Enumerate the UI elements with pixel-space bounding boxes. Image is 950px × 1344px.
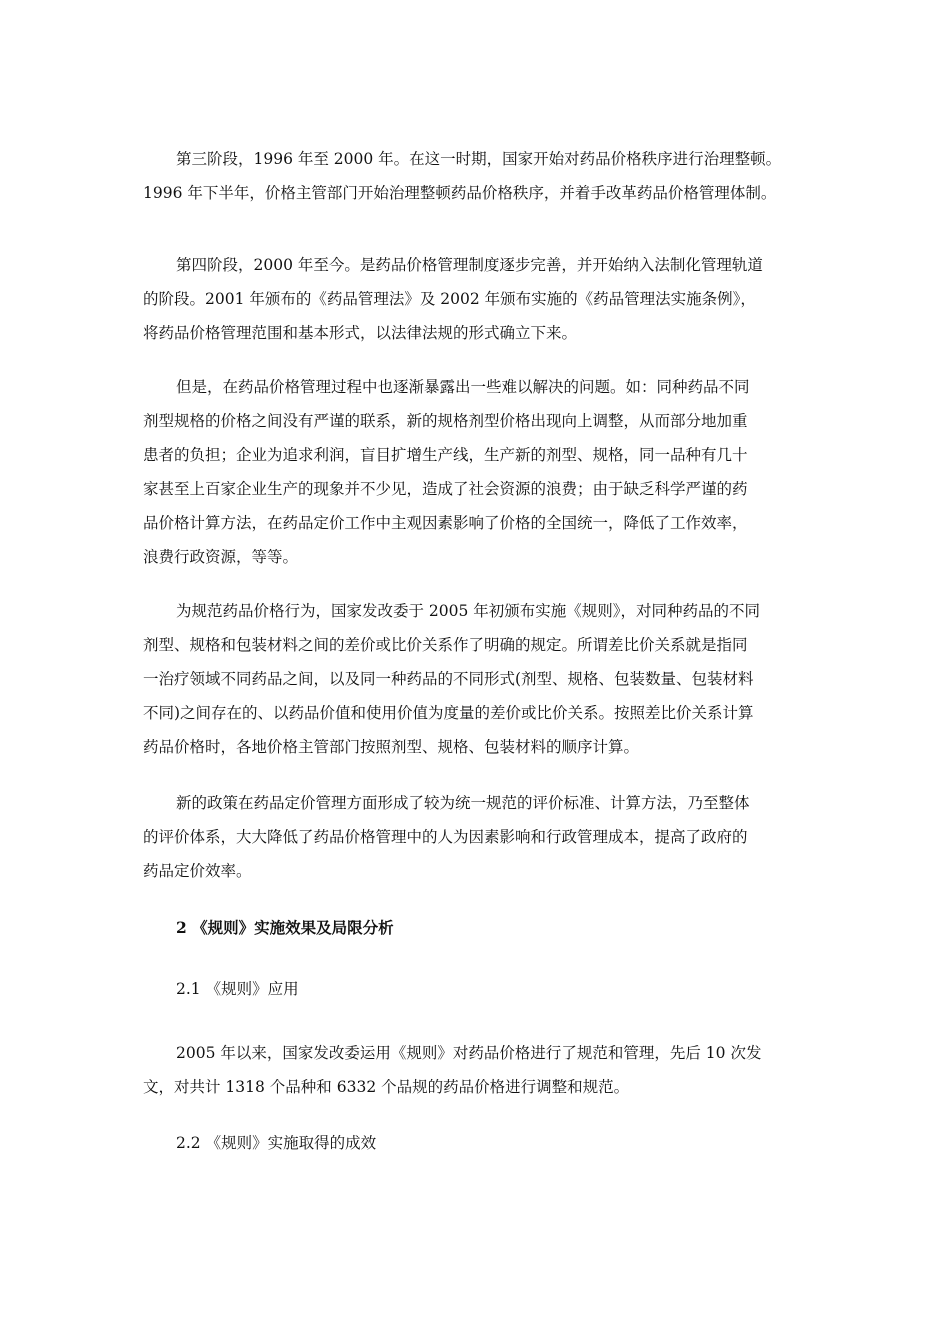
text-line: 为规范药品价格行为，国家发改委于 2005 年初颁布实施《规则》，对同种药品的不同 [176,602,761,620]
paragraph-rules-intro [143,594,818,764]
section-heading: 2 《规则》实施效果及局限分析 [176,918,394,937]
text-line: 一治疗领域不同药品之间，以及同一种药品的不同形式(剂型、规格、包装数量、包装材料 [143,670,754,688]
text-line: 患者的负担；企业为追求利润，盲目扩增生产线，生产新的剂型、规格，同一品种有几十 [143,446,748,464]
paragraph-stage-three [143,142,818,210]
text-line: 的评价体系，大大降低了药品价格管理中的人为因素影响和行政管理成本，提高了政府的 [143,828,748,846]
text-line: 浪费行政资源，等等。 [143,548,299,566]
paragraph-stage-four [143,248,818,350]
text-line: 的阶段。2001 年颁布的《药品管理法》及 2002 年颁布实施的《药品管理法实施条例》， [143,290,756,308]
text-line: 不同)之间存在的、以药品价值和使用价值为度量的差价或比价关系。按照差比价关系计算 [143,704,754,722]
text-line: 1996 年下半年，价格主管部门开始治理整顿药品价格秩序，并着手改革药品价格管理体制。 [143,184,777,202]
paragraph-problems [143,370,818,574]
text-line: 2005 年以来，国家发改委运用《规则》对药品价格进行了规范和管理，先后 10 次发 [176,1044,762,1062]
text-line: 文，对共计 1318 个品种和 6332 个品规的药品价格进行调整和规范。 [143,1078,630,1096]
text-line: 第三阶段，1996 年至 2000 年。在这一时期，国家开始对药品价格秩序进行治理整顿。 [176,150,782,168]
text-line: 家甚至上百家企业生产的现象并不少见，造成了社会资源的浪费；由于缺乏科学严谨的药 [143,480,748,498]
subsection-heading-2: 2.2 《规则》实施取得的成效 [176,1134,377,1152]
text-line: 药品价格时，各地价格主管部门按照剂型、规格、包装材料的顺序计算。 [143,738,640,756]
text-line: 剂型、规格和包装材料之间的差价或比价关系作了明确的规定。所谓差比价关系就是指同 [143,636,748,654]
text-line: 将药品价格管理范围和基本形式，以法律法规的形式确立下来。 [143,324,578,342]
text-line: 药品定价效率。 [143,862,252,880]
text-line: 第四阶段，2000 年至今。是药品价格管理制度逐步完善，并开始纳入法制化管理轨道 [176,256,763,274]
text-line: 但是，在药品价格管理过程中也逐渐暴露出一些难以解决的问题。如：同种药品不同 [176,378,750,396]
text-line: 品价格计算方法，在药品定价工作中主观因素影响了价格的全国统一，降低了工作效率， [143,514,748,532]
text-line: 新的政策在药品定价管理方面形成了较为统一规范的评价标准、计算方法，乃至整体 [176,794,750,812]
paragraph-rules-application [143,1036,818,1104]
paragraph-new-policy [143,786,818,888]
subsection-heading-1: 2.1 《规则》应用 [176,980,299,998]
text-line: 剂型规格的价格之间没有严谨的联系，新的规格剂型价格出现向上调整，从而部分地加重 [143,412,748,430]
